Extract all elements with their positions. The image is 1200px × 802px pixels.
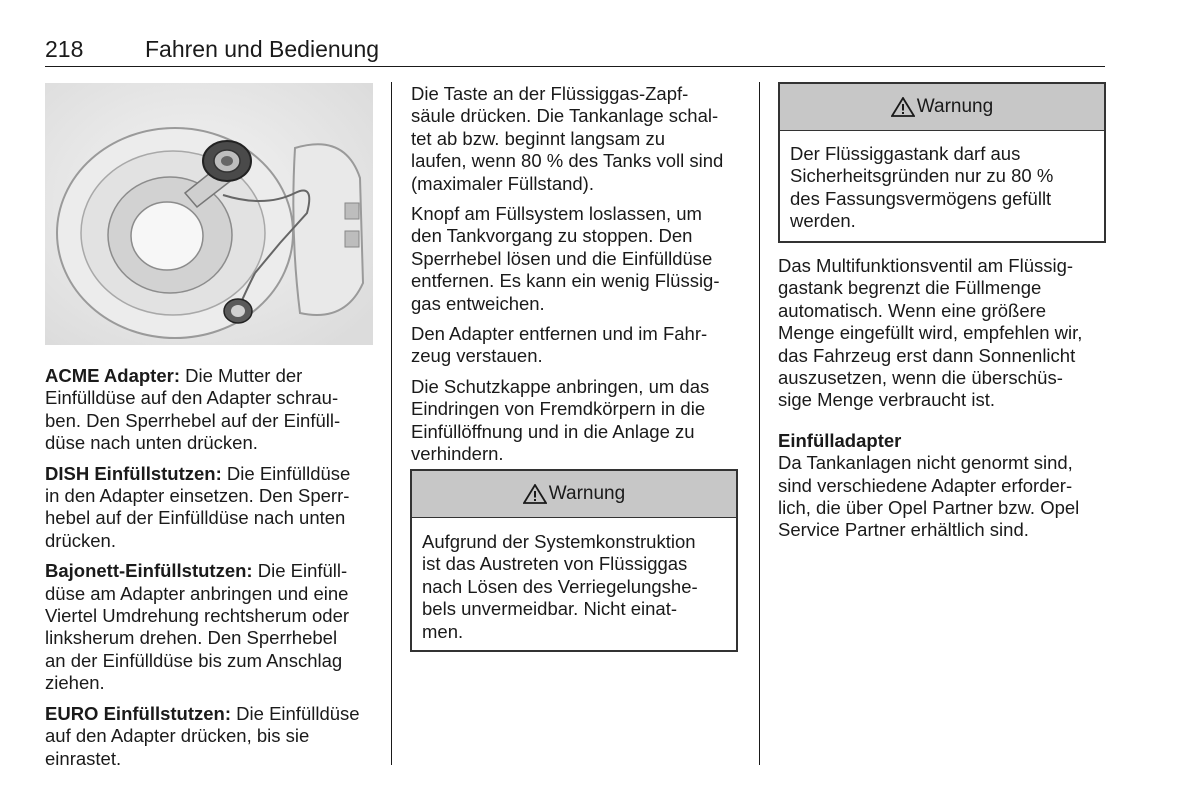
warning-box-1 — [410, 469, 738, 652]
header-rule — [45, 66, 1105, 67]
text-line: Sperrhebel lösen und die Einfülldüse — [411, 247, 713, 269]
warning-box-2 — [778, 82, 1106, 243]
warning-title: Warnung — [916, 96, 994, 117]
column-1-text — [45, 365, 380, 778]
text-line: zeug verstauen. — [411, 345, 543, 367]
text-line: Den Adapter entfernen und im Fahr- — [411, 323, 708, 345]
text-line — [45, 703, 380, 725]
warning-title: Warnung — [548, 483, 626, 504]
term-dish: DISH Einfüllstutzen: — [45, 462, 222, 484]
page-title: Fahren und Bedienung — [145, 36, 380, 62]
text-line: nach Lösen des Verriegelungshe- — [422, 575, 698, 597]
column-divider-2 — [759, 82, 760, 765]
text-line: gas entweichen. — [411, 292, 545, 314]
paragraph-acme-adapter — [45, 365, 380, 455]
column-divider-1 — [391, 82, 392, 765]
text-line: auf den Adapter drücken, bis sie — [45, 725, 310, 747]
text-line: linksherum drehen. Den Sperrhebel — [45, 627, 338, 649]
text-line: Das Multifunktionsventil am Flüssig- — [778, 255, 1074, 276]
text-line: bels unvermeidbar. Nicht einat- — [422, 598, 678, 620]
text-line: säule drücken. Die Tankanlage schal- — [411, 105, 719, 127]
text-line: Viertel Umdrehung rechtsherum oder — [45, 605, 350, 627]
text-line: an der Einfülldüse bis zum Anschlag — [45, 649, 343, 671]
column-2-text — [411, 83, 746, 474]
text-line: men. — [422, 620, 464, 642]
text-line: sind verschiedene Adapter erforder- — [778, 474, 1073, 496]
text-line — [45, 365, 380, 387]
text-line: düse nach unten drücken. — [45, 432, 258, 454]
fuel-filler-adapter-illustration — [45, 83, 373, 345]
warning-body — [412, 518, 736, 643]
paragraph-dish — [45, 463, 380, 553]
subheading-einfuelladapter: Einfülladapter — [778, 429, 902, 451]
text-line: drücken. — [45, 529, 116, 551]
paragraph-adapter-entfernen — [411, 323, 746, 368]
text-line: Da Tankanlagen nicht genormt sind, — [778, 452, 1073, 474]
text-line: Die Taste an der Flüssiggas-Zapf- — [411, 83, 689, 104]
term-bajonett: Bajonett-Einfüllstutzen: — [45, 560, 253, 582]
column-3-text — [778, 255, 1113, 542]
text-line: Einfüllöffnung und in die Anlage zu — [411, 420, 695, 442]
text-line: laufen, wenn 80 % des Tanks voll sind — [411, 150, 724, 172]
text-line: des Fassungsvermögens gefüllt — [790, 187, 1052, 209]
text-line: automatisch. Wenn eine größere — [778, 299, 1047, 321]
text-line: auszusetzen, wenn die überschüs- — [778, 367, 1063, 389]
text-line: Die Mutter der — [179, 365, 303, 386]
text-line: Die Einfülldüse — [231, 702, 360, 724]
warning-body — [780, 131, 1104, 233]
term-acme: ACME Adapter: — [45, 365, 180, 386]
text-line: Der Flüssiggastank darf aus — [790, 143, 1021, 164]
text-line: Die Einfüll- — [252, 560, 348, 582]
text-line: tet ab bzw. beginnt langsam zu — [411, 127, 666, 149]
text-line: Menge eingefüllt wird, empfehlen wir, — [778, 322, 1083, 344]
text-line: in den Adapter einsetzen. Den Sperr- — [45, 485, 350, 507]
text-line: lich, die über Opel Partner bzw. Opel — [778, 497, 1080, 519]
paragraph-multifunktionsventil — [778, 255, 1113, 412]
text-line: das Fahrzeug erst dann Sonnenlicht — [778, 344, 1076, 366]
page-header — [45, 36, 1105, 66]
text-line: ist das Austreten von Flüssiggas — [422, 553, 688, 575]
text-line: den Tankvorgang zu stoppen. Den — [411, 225, 693, 247]
text-line: einrastet. — [45, 747, 122, 769]
paragraph-schutzkappe — [411, 376, 746, 466]
paragraph-euro — [45, 703, 380, 770]
paragraph-taste-druecken — [411, 83, 746, 195]
warning-triangle-icon — [891, 97, 915, 117]
text-line — [45, 463, 380, 485]
page-number: 218 — [45, 36, 84, 62]
text-line: ben. Den Sperrhebel auf der Einfüll- — [45, 409, 341, 431]
warning-triangle-icon — [523, 484, 547, 504]
text-line: ziehen. — [45, 672, 105, 694]
term-euro: EURO Einfüllstutzen: — [45, 702, 232, 724]
text-line: Service Partner erhältlich sind. — [778, 519, 1029, 541]
text-line: Einfülldüse auf den Adapter schrau- — [45, 387, 339, 409]
text-line: düse am Adapter anbringen und eine — [45, 582, 349, 604]
paragraph-bajonett — [45, 560, 380, 694]
paragraph-knopf-loslassen — [411, 203, 746, 315]
text-line: werden. — [790, 210, 856, 232]
text-line: gastank begrenzt die Füllmenge — [778, 277, 1042, 299]
text-line: Eindringen von Fremdkörpern in die — [411, 398, 706, 420]
text-line: Aufgrund der Systemkonstruktion — [422, 531, 696, 552]
text-line: sige Menge verbraucht ist. — [778, 389, 995, 411]
text-line: Knopf am Füllsystem loslassen, um — [411, 203, 702, 225]
text-line: Die Schutzkappe anbringen, um das — [411, 375, 710, 397]
text-line: verhindern. — [411, 443, 504, 465]
warning-header — [780, 84, 1104, 131]
text-line: Sicherheitsgründen nur zu 80 % — [790, 165, 1054, 187]
text-line: entfernen. Es kann ein wenig Flüssig- — [411, 270, 720, 292]
text-line: (maximaler Füllstand). — [411, 172, 594, 194]
text-line: Die Einfülldüse — [221, 462, 351, 484]
section-einfuelladapter — [778, 430, 1113, 542]
text-line — [45, 560, 380, 582]
warning-header — [412, 471, 736, 518]
text-line: hebel auf der Einfülldüse nach unten — [45, 507, 346, 529]
